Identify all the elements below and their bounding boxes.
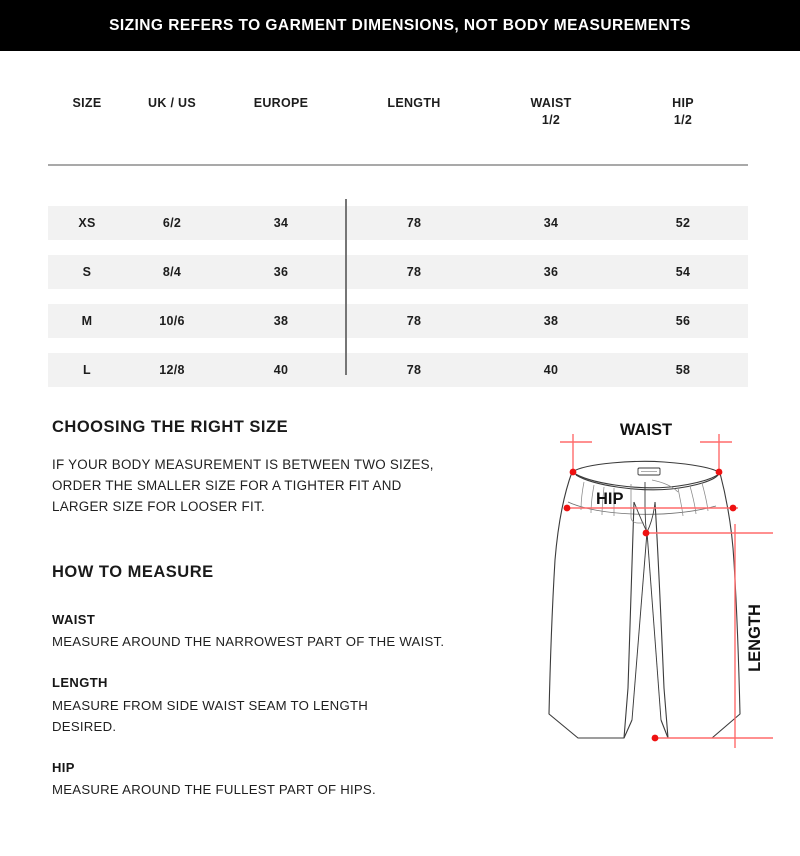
cell-europe: 34 xyxy=(218,206,344,240)
size-table-header xyxy=(48,78,748,166)
measure-item-length-desc xyxy=(52,695,522,737)
right-leg-outline xyxy=(655,473,740,738)
column-header-europe xyxy=(218,78,344,164)
table-row-gap xyxy=(48,289,748,304)
cell-waist: 38 xyxy=(484,304,618,338)
header-banner xyxy=(0,0,800,51)
measurement-annotations xyxy=(560,421,773,748)
measure-item-length-desc-line-2: DESIRED. xyxy=(52,718,117,734)
cell-uk-us: 10/6 xyxy=(126,304,218,338)
cell-europe: 38 xyxy=(218,304,344,338)
cell-europe: 36 xyxy=(218,255,344,289)
inseam-left xyxy=(632,532,647,720)
cell-uk-us: 6/2 xyxy=(126,206,218,240)
how-to-measure-title: HOW TO MEASURE xyxy=(52,562,214,581)
size-table-body xyxy=(48,166,748,387)
cell-hip: 54 xyxy=(618,255,748,289)
inseam-right xyxy=(647,532,661,720)
column-header-size xyxy=(48,78,126,164)
cell-hip: 56 xyxy=(618,304,748,338)
column-header-hip xyxy=(618,78,748,164)
cell-length: 78 xyxy=(344,304,484,338)
cell-size: S xyxy=(48,255,126,289)
left-leg-outline xyxy=(549,472,634,738)
waist-dimension-label: WAIST xyxy=(619,421,673,439)
column-header-length-label: LENGTH xyxy=(387,96,441,110)
choosing-size-title: CHOOSING THE RIGHT SIZE xyxy=(52,418,289,436)
measure-item-length-desc-line-1: MEASURE FROM SIDE WAIST SEAM TO LENGTH xyxy=(52,697,369,713)
table-row-gap xyxy=(48,338,748,353)
choosing-size-body-line-3: LARGER SIZE FOR LOOSER FIT. xyxy=(52,498,265,514)
hip-point-right xyxy=(730,505,737,512)
cell-waist: 36 xyxy=(484,255,618,289)
column-header-hip-sublabel: 1/2 xyxy=(673,112,693,127)
column-header-waist-label: WAIST xyxy=(530,96,572,110)
cell-length: 78 xyxy=(344,255,484,289)
table-spacer xyxy=(48,166,748,206)
measure-item-waist-desc xyxy=(52,631,522,652)
table-row-gap-cell xyxy=(48,289,748,304)
column-header-waist xyxy=(484,78,618,164)
table-row xyxy=(48,206,748,240)
measure-item-length-label: LENGTH xyxy=(52,675,108,691)
header-row xyxy=(48,78,748,164)
waist-point-right xyxy=(716,469,723,476)
table-spacer-cell xyxy=(48,166,748,206)
column-header-length xyxy=(344,78,484,164)
crotch-point-line xyxy=(634,502,655,532)
measure-item-waist xyxy=(52,611,522,653)
table-row-gap-cell xyxy=(48,338,748,353)
banner-title: SIZING REFERS TO GARMENT DIMENSIONS, NOT BODY MEASUREMENTS xyxy=(109,16,691,34)
guidance-section xyxy=(52,418,522,800)
table-row-gap xyxy=(48,240,748,255)
size-table xyxy=(48,78,748,387)
hip-point-left xyxy=(564,505,571,512)
column-header-hip-label: HIP xyxy=(672,96,694,110)
measure-item-hip-desc-line-1: MEASURE AROUND THE FULLEST PART OF HIPS. xyxy=(52,782,376,798)
cell-uk-us: 12/8 xyxy=(126,353,218,387)
length-point-top xyxy=(643,530,650,537)
measure-item-hip-desc xyxy=(52,779,522,800)
column-header-size-label: SIZE xyxy=(72,96,102,110)
column-header-waist-sublabel: 1/2 xyxy=(541,112,561,127)
choosing-size-body-line-1: IF YOUR BODY MEASUREMENT IS BETWEEN TWO SIZES, xyxy=(52,456,434,472)
cell-size: XS xyxy=(48,206,126,240)
cell-waist: 40 xyxy=(484,353,618,387)
trouser-illustration xyxy=(549,461,740,738)
cell-length: 78 xyxy=(344,353,484,387)
table-row-gap-cell xyxy=(48,240,748,255)
length-point-bottom xyxy=(652,735,659,742)
table-vertical-divider xyxy=(345,199,347,375)
cell-length: 78 xyxy=(344,206,484,240)
measure-item-hip-label: HIP xyxy=(52,759,75,775)
cell-hip: 58 xyxy=(618,353,748,387)
hip-dimension-label: HIP xyxy=(596,490,624,508)
size-table-container xyxy=(48,78,748,387)
choosing-size-body xyxy=(52,454,522,517)
measure-item-waist-desc-line-1: MEASURE AROUND THE NARROWEST PART OF THE WAIST. xyxy=(52,634,445,650)
measure-item-waist-label: WAIST xyxy=(52,611,96,627)
column-header-uk-us xyxy=(126,78,218,164)
column-header-uk-us-label: UK / US xyxy=(148,96,196,110)
column-header-europe-label: EUROPE xyxy=(253,96,309,110)
cell-size: M xyxy=(48,304,126,338)
cell-waist: 34 xyxy=(484,206,618,240)
length-dimension-label: LENGTH xyxy=(746,604,764,672)
cell-europe: 40 xyxy=(218,353,344,387)
measure-item-hip xyxy=(52,759,522,801)
garment-measurement-diagram xyxy=(528,420,796,800)
cell-hip: 52 xyxy=(618,206,748,240)
table-row xyxy=(48,353,748,387)
waist-point-left xyxy=(570,469,577,476)
measure-item-length xyxy=(52,674,522,737)
cell-size: L xyxy=(48,353,126,387)
choosing-size-body-line-2: ORDER THE SMALLER SIZE FOR A TIGHTER FIT AND xyxy=(52,477,402,493)
table-row xyxy=(48,304,748,338)
cell-uk-us: 8/4 xyxy=(126,255,218,289)
table-row xyxy=(48,255,748,289)
